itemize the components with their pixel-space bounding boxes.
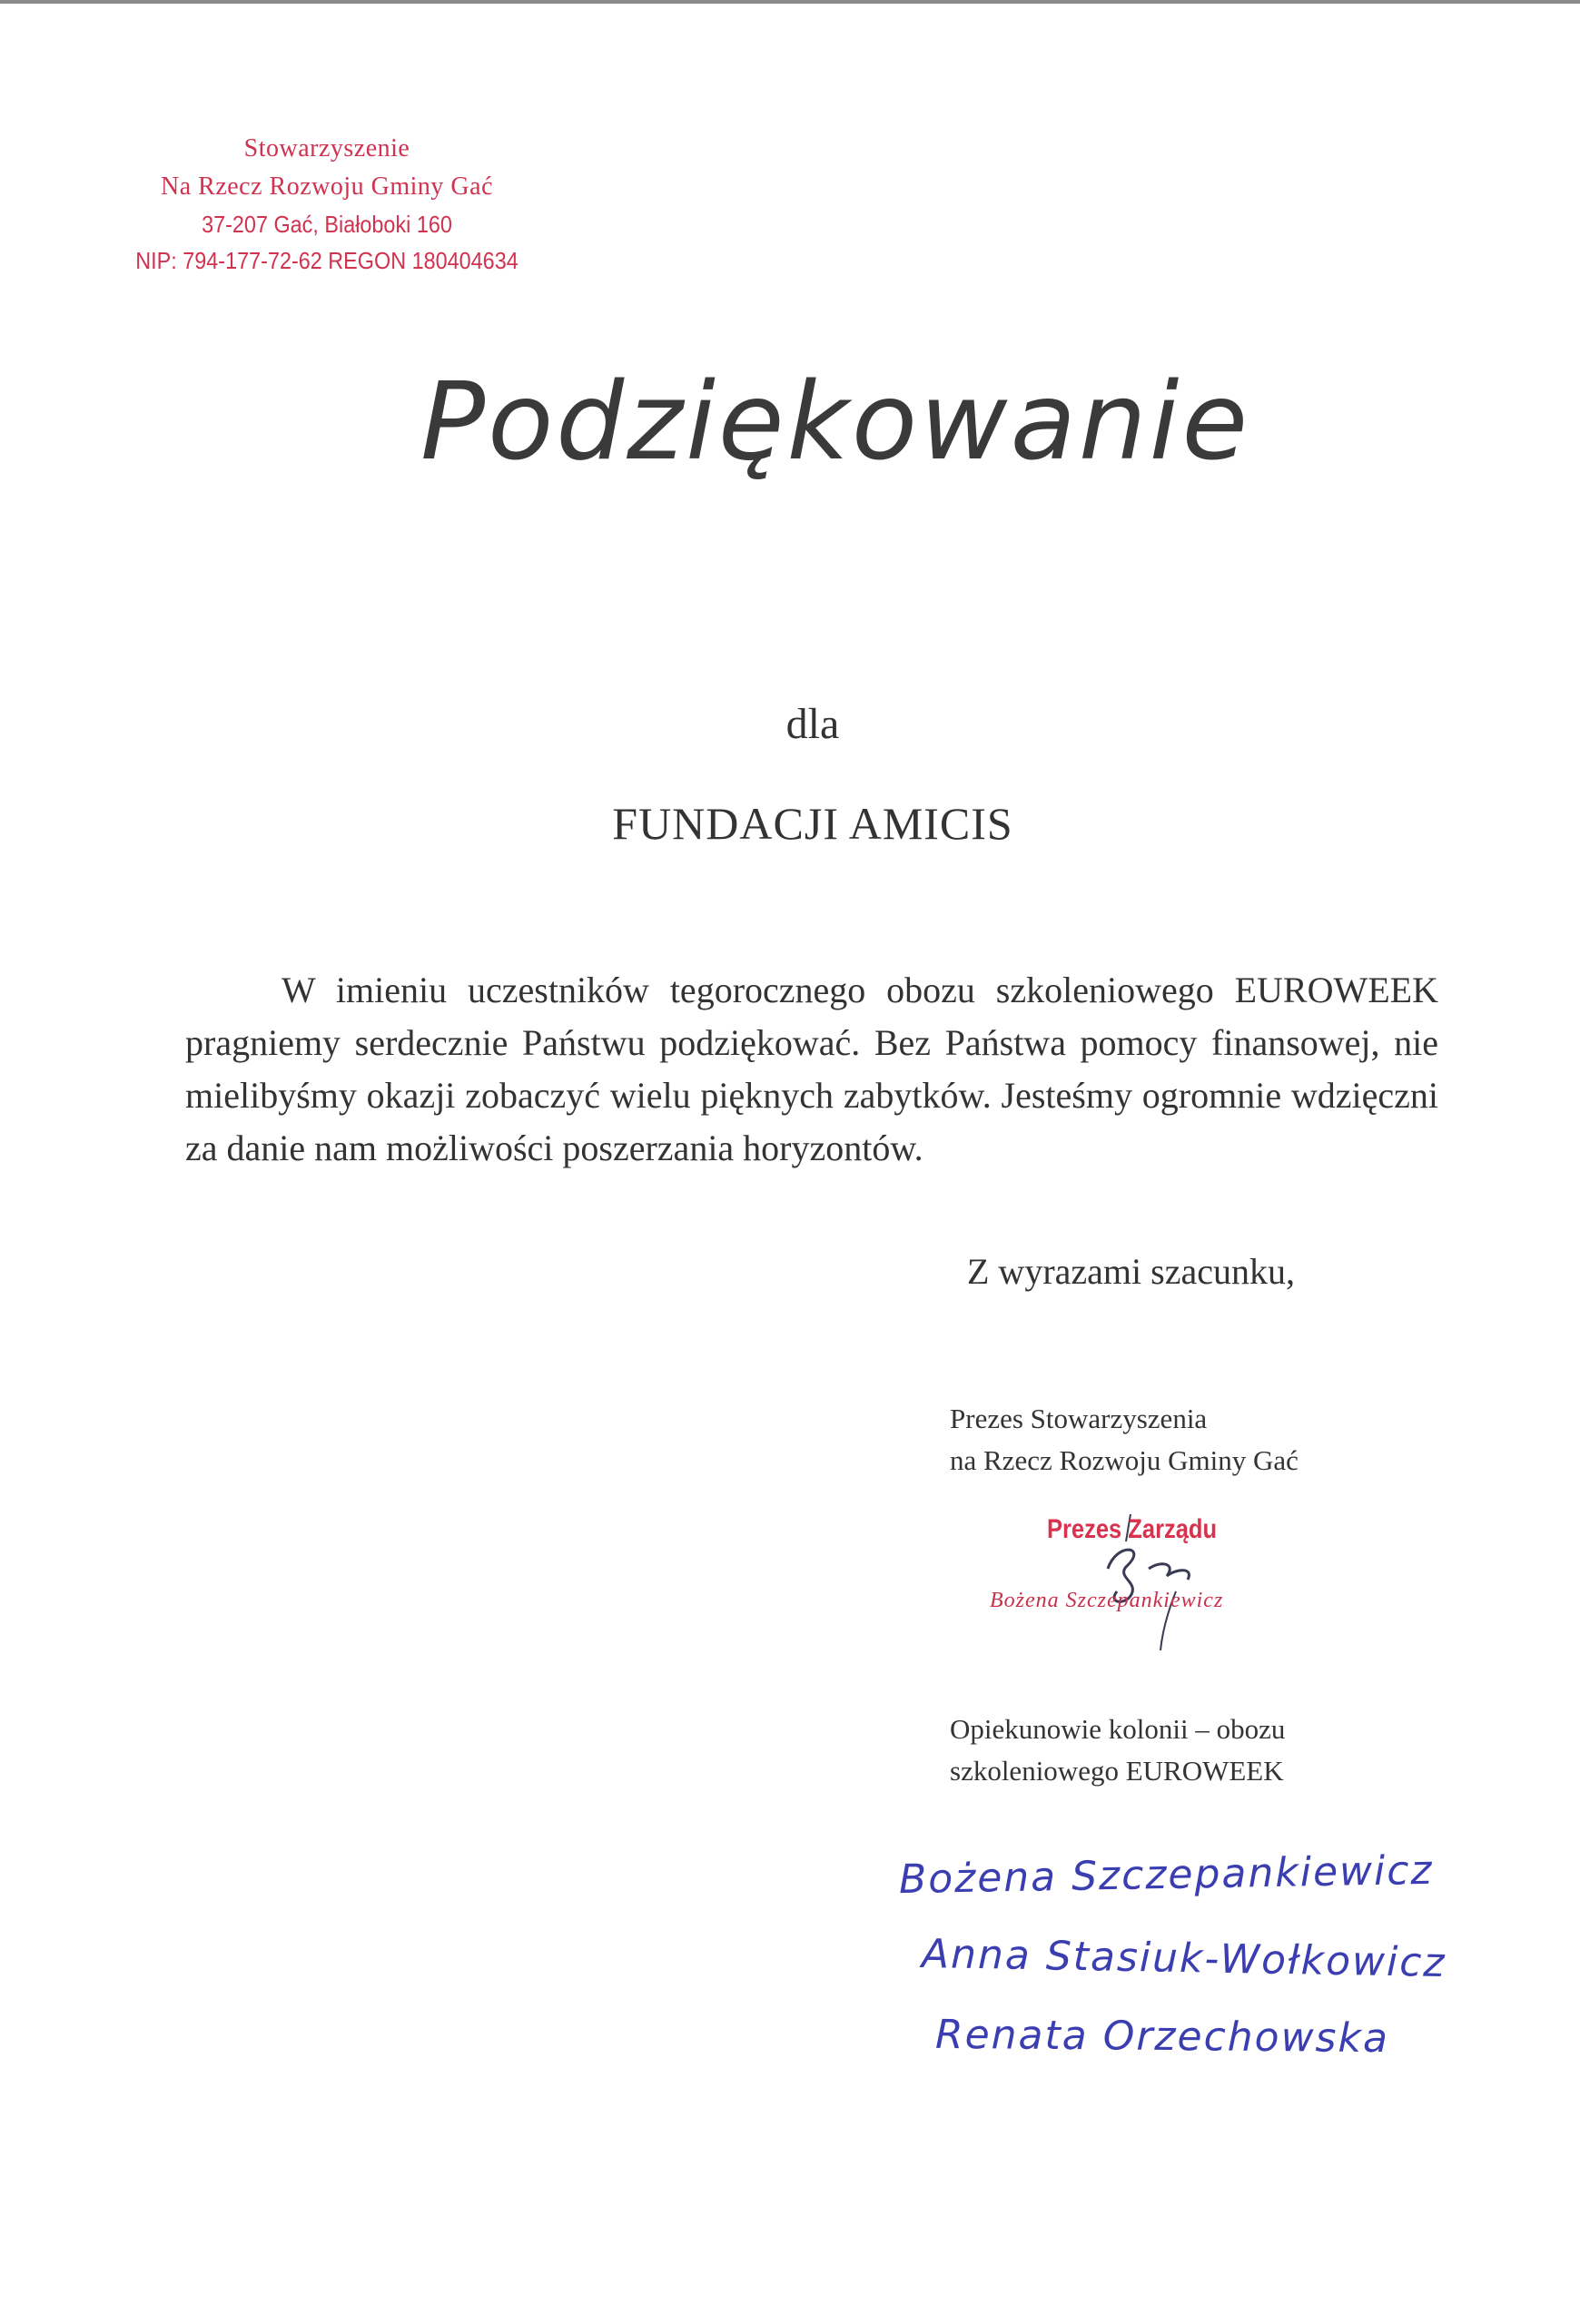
stamp-person-name: Bożena Szczepankiewicz — [990, 1589, 1224, 1612]
stamp-tax-ids: NIP: 794-177-72-62 REGON 180404634 — [135, 247, 518, 274]
president-title-line2: na Rzecz Rozwoju Gminy Gać — [950, 1444, 1299, 1476]
handwritten-signatures — [872, 1846, 1562, 2106]
top-edge-line — [0, 0, 1580, 4]
signature-3: Renata Orzechowska — [934, 2011, 1390, 2063]
stamp-role: Prezes Zarządu — [1047, 1514, 1218, 1544]
signature-2: Anna Stasiuk-Wołkowicz — [921, 1930, 1447, 1987]
dedication-word: dla — [785, 700, 840, 748]
president-stamp — [981, 1514, 1308, 1641]
signature-1: Bożena Szczepankiewicz — [898, 1846, 1434, 1904]
guardians-signature-block — [950, 1709, 1285, 1792]
recipient-name: FUNDACJI AMICIS — [612, 798, 1013, 849]
letter-body: W imieniu uczestników tegorocznego obozu szkoleniowego EUROWEEK pragniemy serdecznie Państwu podziękować. Bez Państwa pomocy finansowej, nie mielibyśmy okazji zobaczyć wielu pięknych zabytków. Jesteśmy ogromnie wdzięczni za danie nam możliwości poszerzania horyzontów. — [185, 970, 1438, 1168]
guardians-title-line1: Opiekunowie kolonii – obozu — [950, 1713, 1286, 1745]
guardians-title-line2: szkoleniowego EUROWEEK — [950, 1755, 1284, 1787]
closing-phrase: Z wyrazami szacunku, — [967, 1251, 1295, 1292]
president-signature-block — [950, 1398, 1299, 1482]
president-title-line1: Prezes Stowarzyszenia — [950, 1403, 1208, 1434]
stamp-address: 37-207 Gać, Białoboki 160 — [202, 211, 452, 238]
stamp-org-line2: Na Rzecz Rozwoju Gminy Gać — [161, 172, 493, 201]
sender-stamp — [91, 136, 563, 272]
letter-title: Podziękowanie — [420, 359, 1251, 484]
stamp-org-line1: Stowarzyszenie — [243, 134, 410, 162]
